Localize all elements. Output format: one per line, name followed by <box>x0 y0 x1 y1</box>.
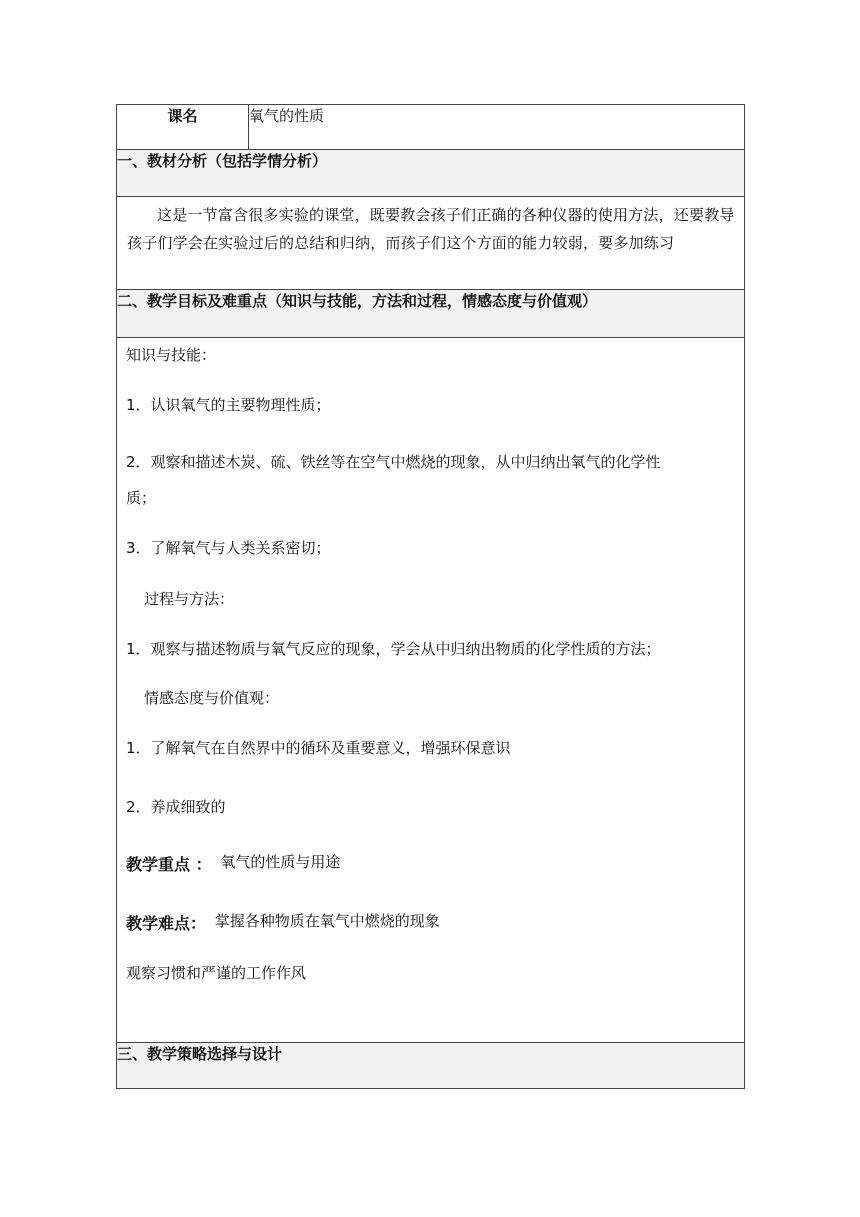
process-title: 过程与方法： <box>144 590 235 608</box>
section1-heading-row <box>117 150 745 197</box>
teaching-difficulty-text: 掌握各种物质在氧气中燃烧的现象 <box>214 912 440 930</box>
knowledge-item-1: 1．认识氧气的主要物理性质； <box>126 396 331 414</box>
knowledge-item-2: 2．观察和描述木炭、硫、铁丝等在空气中燃烧的现象，从中归纳出氧气的化学性 <box>126 453 661 471</box>
section1-text: 这是一节富含很多实验的课堂，既要教会孩子们正确的各种仪器的使用方法，还要教导孩子们学会在实验过后的总结和归纳，而孩子们这个方面的能力较弱，要多加练习 <box>127 206 735 252</box>
section1-content-row <box>117 197 745 290</box>
teaching-difficulty <box>126 911 440 934</box>
knowledge-title: 知识与技能： <box>126 346 217 364</box>
emotion-title: 情感态度与价值观： <box>144 689 280 707</box>
section3-heading-row <box>117 1043 745 1089</box>
emotion-item-2: 2．养成细致的 <box>126 798 226 816</box>
course-label: 课名 <box>117 105 249 150</box>
process-item-1: 1．观察与描述物质与氧气反应的现象，学会从中归纳出物质的化学性质的方法； <box>126 640 661 658</box>
course-row <box>117 105 745 150</box>
section3-heading: 三、教学策略选择与设计 <box>117 1043 745 1089</box>
teaching-difficulty-label: 教学难点： <box>126 914 207 933</box>
teaching-focus-text: 氧气的性质与用途 <box>220 853 341 871</box>
section2-content <box>117 338 744 1042</box>
course-name: 氧气的性质 <box>249 105 745 150</box>
lesson-plan-table <box>116 104 745 1089</box>
knowledge-item-3: 3．了解氧气与人类关系密切； <box>126 539 331 557</box>
section1-heading: 一、教材分析（包括学情分析） <box>117 150 745 197</box>
knowledge-item-2-cont: 质； <box>126 489 157 507</box>
teaching-focus <box>126 852 340 875</box>
teaching-focus-label: 教学重点 ： <box>126 855 212 874</box>
emotion-item-1: 1．了解氧气在自然界中的循环及重要意义，增强环保意识 <box>126 739 511 757</box>
section2-heading-row <box>117 290 745 338</box>
extra-text: 观察习惯和严谨的工作作风 <box>126 964 307 982</box>
section2-content-row <box>117 338 745 1043</box>
section2-heading: 二、教学目标及难重点（知识与技能，方法和过程，情感态度与价值观） <box>117 290 745 338</box>
